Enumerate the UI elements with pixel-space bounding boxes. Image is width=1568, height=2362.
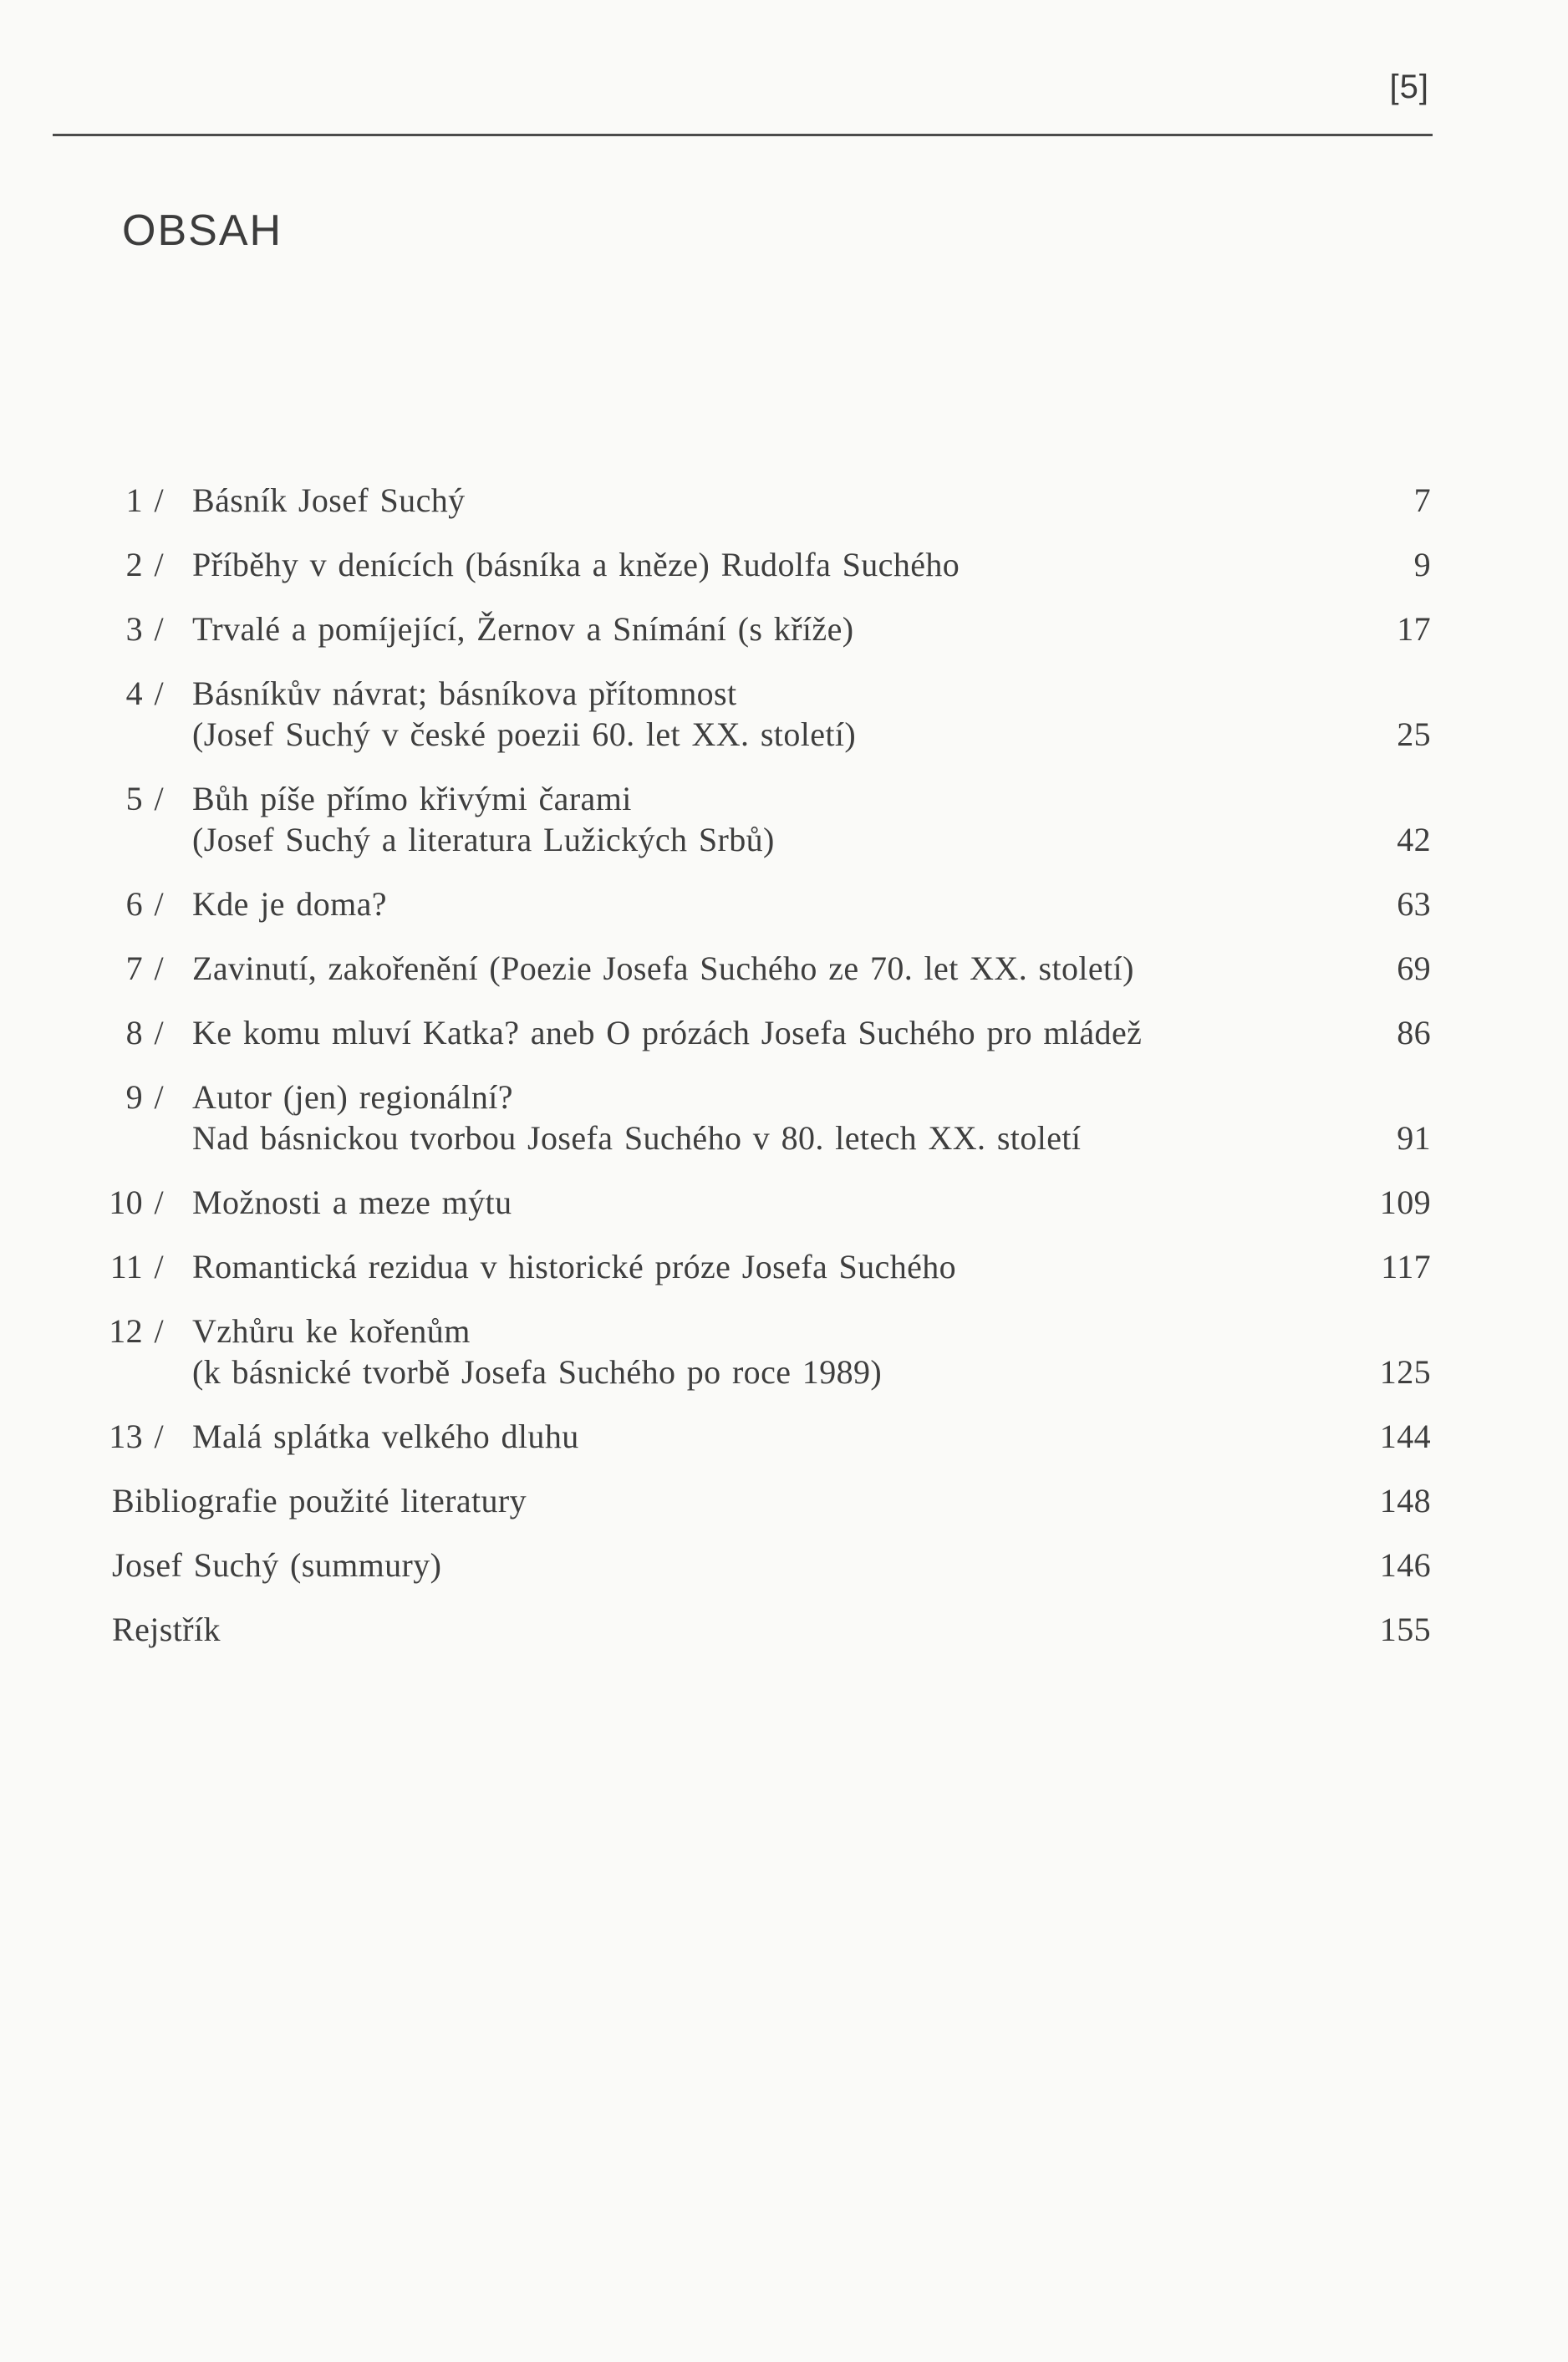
toc-entry-line: Kde je doma? bbox=[192, 885, 387, 923]
toc-row bbox=[0, 1480, 1568, 1521]
toc-entry-number: 2 / bbox=[125, 546, 164, 583]
toc-entry-line: Bůh píše přímo křivými čarami bbox=[192, 780, 632, 817]
toc-entry-number: 1 / bbox=[125, 481, 164, 519]
toc-entry-number: 6 / bbox=[125, 885, 164, 923]
toc-entry-title bbox=[192, 1416, 1422, 1457]
toc-row bbox=[0, 883, 1568, 924]
toc-row bbox=[0, 673, 1568, 755]
toc-row bbox=[0, 1311, 1568, 1392]
toc-entry-title bbox=[192, 1311, 1422, 1392]
toc-row bbox=[0, 480, 1568, 521]
toc-page-number: 25 bbox=[1397, 715, 1431, 753]
toc-entry-number: 7 / bbox=[125, 949, 164, 987]
toc-row bbox=[0, 1609, 1568, 1650]
toc-row bbox=[0, 778, 1568, 860]
toc-entry-line: Básník Josef Suchý bbox=[192, 481, 466, 519]
page-folio-number: [5] bbox=[1389, 69, 1429, 105]
toc-entry-line: Autor (jen) regionální? bbox=[192, 1078, 513, 1116]
toc-entry-line: Příběhy v denících (básníka a kněze) Rudolfa Suchého bbox=[192, 546, 960, 583]
toc-page-number: 69 bbox=[1397, 949, 1431, 987]
toc-entry-line: Rejstřík bbox=[112, 1611, 221, 1648]
toc-entry-number: 10 / bbox=[109, 1184, 164, 1221]
toc-entry-number: 13 / bbox=[109, 1418, 164, 1455]
toc-entry-line: Nad básnickou tvorbou Josefa Suchého v 80. letech XX. století bbox=[192, 1119, 1082, 1157]
toc-entry-number: 11 / bbox=[109, 1248, 164, 1285]
toc-page-number: 155 bbox=[1379, 1611, 1431, 1648]
toc-page-number: 91 bbox=[1397, 1119, 1431, 1157]
toc-page-number: 7 bbox=[1413, 481, 1431, 519]
toc-page-number: 146 bbox=[1379, 1546, 1431, 1584]
toc-page-number: 109 bbox=[1379, 1184, 1431, 1221]
toc-entry-title bbox=[192, 1012, 1422, 1053]
toc-page-number: 86 bbox=[1397, 1014, 1431, 1051]
toc-entry-line: Možnosti a meze mýtu bbox=[192, 1184, 512, 1221]
toc-page-number: 42 bbox=[1397, 821, 1431, 858]
toc-entry-line: Zavinutí, zakořenění (Poezie Josefa Suchého ze 70. let XX. století) bbox=[192, 949, 1134, 987]
toc-entry-title bbox=[112, 1609, 1422, 1650]
toc-entry-line: Josef Suchý (summury) bbox=[112, 1546, 442, 1584]
toc-list bbox=[0, 480, 1568, 1673]
toc-page-number: 125 bbox=[1379, 1353, 1431, 1391]
toc-entry-number: 8 / bbox=[125, 1014, 164, 1051]
toc-entry-line: (Josef Suchý v české poezii 60. let XX. století) bbox=[192, 715, 857, 753]
page-title: OBSAH bbox=[122, 206, 283, 255]
toc-page-number: 117 bbox=[1381, 1248, 1431, 1285]
toc-entry-title bbox=[112, 1545, 1422, 1586]
toc-entry-title bbox=[192, 480, 1422, 521]
toc-entry-title bbox=[192, 778, 1422, 860]
toc-entry-title bbox=[192, 673, 1422, 755]
toc-page-number: 9 bbox=[1413, 546, 1431, 583]
toc-row bbox=[0, 608, 1568, 649]
toc-row bbox=[0, 948, 1568, 989]
toc-row bbox=[0, 1012, 1568, 1053]
toc-entry-title bbox=[192, 883, 1422, 924]
toc-entry-line: (Josef Suchý a literatura Lužických Srbů) bbox=[192, 821, 775, 858]
toc-entry-title bbox=[192, 1246, 1422, 1287]
toc-entry-line: (k básnické tvorbě Josefa Suchého po roce 1989) bbox=[192, 1353, 883, 1391]
toc-entry-line: Romantická rezidua v historické próze Josefa Suchého bbox=[192, 1248, 957, 1285]
header-rule bbox=[53, 134, 1433, 136]
toc-row bbox=[0, 1246, 1568, 1287]
toc-entry-line: Malá splátka velkého dluhu bbox=[192, 1418, 579, 1455]
toc-row bbox=[0, 544, 1568, 585]
toc-entry-title bbox=[112, 1480, 1422, 1521]
toc-entry-line: Trvalé a pomíjející, Žernov a Snímání (s kříže) bbox=[192, 610, 854, 648]
toc-page-number: 148 bbox=[1379, 1482, 1431, 1520]
toc-entry-title bbox=[192, 544, 1422, 585]
toc-page-number: 144 bbox=[1379, 1418, 1431, 1455]
toc-entry-line: Básníkův návrat; básníkova přítomnost bbox=[192, 674, 737, 712]
toc-entry-number: 9 / bbox=[125, 1078, 164, 1116]
toc-entry-title bbox=[192, 608, 1422, 649]
toc-entry-line: Vzhůru ke kořenům bbox=[192, 1312, 471, 1350]
toc-entry-number: 5 / bbox=[125, 780, 164, 817]
toc-row bbox=[0, 1182, 1568, 1223]
toc-entry-number: 4 / bbox=[125, 674, 164, 712]
toc-entry-title bbox=[192, 1077, 1422, 1158]
toc-entry-line: Ke komu mluví Katka? aneb O prózách Josefa Suchého pro mládež bbox=[192, 1014, 1143, 1051]
toc-entry-line: Bibliografie použité literatury bbox=[112, 1482, 527, 1520]
toc-page-number: 63 bbox=[1397, 885, 1431, 923]
toc-row bbox=[0, 1416, 1568, 1457]
toc-entry-title bbox=[192, 1182, 1422, 1223]
toc-page-number: 17 bbox=[1397, 610, 1431, 648]
toc-row bbox=[0, 1077, 1568, 1158]
toc-entry-title bbox=[192, 948, 1422, 989]
toc-entry-number: 3 / bbox=[125, 610, 164, 648]
toc-row bbox=[0, 1545, 1568, 1586]
toc-entry-number: 12 / bbox=[109, 1312, 164, 1350]
